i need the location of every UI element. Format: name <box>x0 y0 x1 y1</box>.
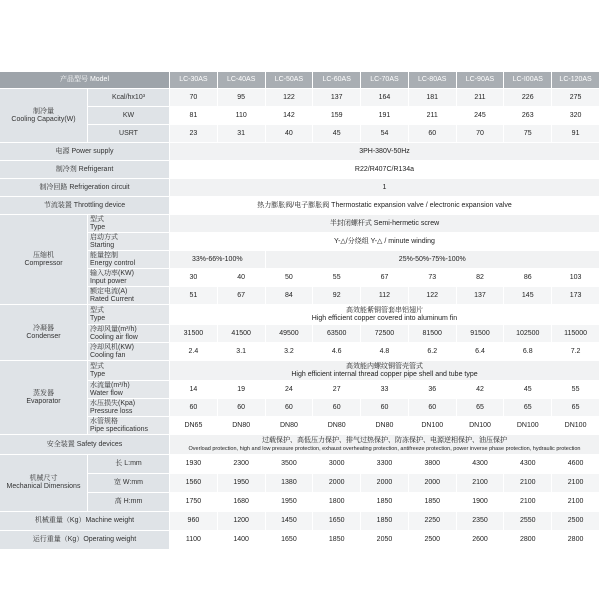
machine-weight-row <box>0 512 600 531</box>
cell: 2000 <box>409 474 457 493</box>
cell: 45 <box>504 381 552 399</box>
cell: 159 <box>313 107 361 125</box>
cell: 91 <box>552 125 600 143</box>
cell: 60 <box>409 125 457 143</box>
cell: DN80 <box>218 417 266 435</box>
cell: 112 <box>361 287 409 305</box>
model-col: LC-80AS <box>409 72 457 89</box>
cooling-row <box>0 107 600 125</box>
spec-table <box>0 72 600 550</box>
dimensions-label: 机械尺寸 Mechanical Dimensions <box>0 455 88 512</box>
cell: 1560 <box>170 474 218 493</box>
cooling-label: 制冷量 Cooling Capacity(W) <box>0 89 88 143</box>
cell: 275 <box>552 89 600 107</box>
cell: 181 <box>409 89 457 107</box>
cell: 40 <box>218 269 266 287</box>
safety-row <box>0 435 600 455</box>
cell: 102500 <box>504 325 552 343</box>
cell: 2050 <box>361 531 409 550</box>
cell: 14 <box>170 381 218 399</box>
cell: 31500 <box>170 325 218 343</box>
cell: 2100 <box>457 474 505 493</box>
cell: 67 <box>218 287 266 305</box>
cell: 4600 <box>552 455 600 474</box>
header-row <box>0 72 600 89</box>
cell: DN80 <box>313 417 361 435</box>
cell: 54 <box>361 125 409 143</box>
evaporator-water-row <box>0 381 600 399</box>
compressor-energy-label: 能量控制 Energy control <box>88 251 170 269</box>
cell: 142 <box>266 107 314 125</box>
cell: 1850 <box>361 493 409 512</box>
model-col: LC-70AS <box>361 72 409 89</box>
cell: 6.2 <box>409 343 457 361</box>
cell: 19 <box>218 381 266 399</box>
cell: DN65 <box>170 417 218 435</box>
circuit-row <box>0 179 600 197</box>
cell: 95 <box>218 89 266 107</box>
cell: 31 <box>218 125 266 143</box>
cell: 65 <box>552 399 600 417</box>
cell: 49500 <box>266 325 314 343</box>
circuit-label: 制冷回路 Refrigeration circuit <box>0 179 170 197</box>
cell: 3500 <box>266 455 314 474</box>
condenser-fan-label: 冷却风机(KW) Cooling fan <box>88 343 170 361</box>
cell: 6.4 <box>457 343 505 361</box>
cell: 2100 <box>504 474 552 493</box>
compressor-label: 压缩机 Compressor <box>0 215 88 305</box>
cell: 6.8 <box>504 343 552 361</box>
operating-weight-row <box>0 531 600 550</box>
cell: 2100 <box>552 493 600 512</box>
cell: 2.4 <box>170 343 218 361</box>
compressor-input-row <box>0 269 600 287</box>
cell: 72500 <box>361 325 409 343</box>
condenser-type-value: 高效能紫铜管套串铝翅片 High efficient copper covered into aluminum fin <box>170 305 600 325</box>
cell: 33 <box>361 381 409 399</box>
cell: 51 <box>170 287 218 305</box>
cell: 211 <box>457 89 505 107</box>
power-supply-row <box>0 143 600 161</box>
cell: 36 <box>409 381 457 399</box>
compressor-start-label: 启动方式 Starting <box>88 233 170 251</box>
model-col: LC-50AS <box>266 72 314 89</box>
condenser-label: 冷凝器 Condenser <box>0 305 88 361</box>
model-col: LC-60AS <box>313 72 361 89</box>
cell: 1950 <box>218 474 266 493</box>
cell: 1930 <box>170 455 218 474</box>
cell: 4300 <box>504 455 552 474</box>
condenser-airflow-row <box>0 325 600 343</box>
cell: 67 <box>361 269 409 287</box>
cell: 65 <box>504 399 552 417</box>
cell: 164 <box>361 89 409 107</box>
cell: 1900 <box>457 493 505 512</box>
cell: 70 <box>457 125 505 143</box>
safety-value: 过载保护、高低压力保护、排气过热保护、防冻保护、电源逆相保护、油压保护 Overload protection, high and low pressure protection, exhaust overheating protection, antifreeze protection, power inverse phase protection, hydraulic protection <box>170 435 600 455</box>
cell: 245 <box>457 107 505 125</box>
condenser-type-label: 型式 Type <box>88 305 170 325</box>
cell: 3300 <box>361 455 409 474</box>
cell: 2300 <box>218 455 266 474</box>
cell: 60 <box>218 399 266 417</box>
cell: 84 <box>266 287 314 305</box>
cell: 2800 <box>552 531 600 550</box>
cell: 1950 <box>266 493 314 512</box>
cell: 115000 <box>552 325 600 343</box>
cell: 55 <box>552 381 600 399</box>
model-col: LC-30AS <box>170 72 218 89</box>
cell: 4.6 <box>313 343 361 361</box>
refrigerant-row <box>0 161 600 179</box>
cell: 191 <box>361 107 409 125</box>
cell: 226 <box>504 89 552 107</box>
cell: DN80 <box>266 417 314 435</box>
cell: 27 <box>313 381 361 399</box>
cell: 173 <box>552 287 600 305</box>
evaporator-type-label: 型式 Type <box>88 361 170 381</box>
cell: 81 <box>170 107 218 125</box>
spec-table-wrapper <box>0 72 600 550</box>
cell: 2000 <box>361 474 409 493</box>
cell: 110 <box>218 107 266 125</box>
unit-label: 长 L:mm <box>88 455 170 474</box>
evaporator-water-label: 水流量(m³/h) Water flow <box>88 381 170 399</box>
cell: 82 <box>457 269 505 287</box>
compressor-energy-row <box>0 251 600 269</box>
cell: 137 <box>313 89 361 107</box>
dimension-row <box>0 493 600 512</box>
cell: 145 <box>504 287 552 305</box>
cell: 2550 <box>504 512 552 531</box>
cell: DN100 <box>457 417 505 435</box>
cell: 60 <box>313 399 361 417</box>
model-col: LC-I00AS <box>504 72 552 89</box>
throttling-value: 热力膨胀阀/电子膨胀阀 Thermostatic expansion valve / electronic expansion valve <box>170 197 600 215</box>
cell: 1650 <box>266 531 314 550</box>
cell: 1450 <box>266 512 314 531</box>
cell: 2600 <box>457 531 505 550</box>
throttling-row <box>0 197 600 215</box>
compressor-start-row <box>0 233 600 251</box>
cell: 3800 <box>409 455 457 474</box>
condenser-airflow-label: 冷却风量(m³/h) Cooling air flow <box>88 325 170 343</box>
model-col: LC-90AS <box>457 72 505 89</box>
dimension-row <box>0 455 600 474</box>
cell: 2100 <box>504 493 552 512</box>
cell: 1850 <box>409 493 457 512</box>
cell: 65 <box>457 399 505 417</box>
compressor-input-label: 输入功率(KW) Input power <box>88 269 170 287</box>
compressor-start-value: Y-△/分绕组 Y-△ / minute winding <box>170 233 600 251</box>
cell: 40 <box>266 125 314 143</box>
cell: 1850 <box>313 531 361 550</box>
operating-weight-label: 运行重量（Kg）Operating weight <box>0 531 170 550</box>
cell: DN100 <box>552 417 600 435</box>
cell: 320 <box>552 107 600 125</box>
cell: 23 <box>170 125 218 143</box>
cell: 3.1 <box>218 343 266 361</box>
machine-weight-label: 机械重量（Kg）Machine weight <box>0 512 170 531</box>
cell: 24 <box>266 381 314 399</box>
condenser-type-row <box>0 305 600 325</box>
cell: 60 <box>361 399 409 417</box>
cell: 2500 <box>552 512 600 531</box>
dimension-row <box>0 474 600 493</box>
refrigerant-label: 制冷剂 Refrigerant <box>0 161 170 179</box>
cell: 2350 <box>457 512 505 531</box>
evaporator-pipe-row <box>0 417 600 435</box>
cell: 50 <box>266 269 314 287</box>
circuit-value: 1 <box>170 179 600 197</box>
cell: 81500 <box>409 325 457 343</box>
cell: 960 <box>170 512 218 531</box>
cell: 211 <box>409 107 457 125</box>
cell: 41500 <box>218 325 266 343</box>
unit-label: USRT <box>88 125 170 143</box>
power-supply-value: 3PH-380V-50Hz <box>170 143 600 161</box>
cell: 122 <box>409 287 457 305</box>
cell: 91500 <box>457 325 505 343</box>
cell: 4.8 <box>361 343 409 361</box>
cell: 103 <box>552 269 600 287</box>
cooling-row <box>0 125 600 143</box>
compressor-type-label: 型式 Type <box>88 215 170 233</box>
cell: 122 <box>266 89 314 107</box>
condenser-fan-row <box>0 343 600 361</box>
cell: 1750 <box>170 493 218 512</box>
cell: 2500 <box>409 531 457 550</box>
cell: 2100 <box>552 474 600 493</box>
cell: 1650 <box>313 512 361 531</box>
unit-label: 宽 W:mm <box>88 474 170 493</box>
model-col: LC-120AS <box>552 72 600 89</box>
cell: 60 <box>266 399 314 417</box>
cell: 75 <box>504 125 552 143</box>
cell: 2000 <box>313 474 361 493</box>
cell: 86 <box>504 269 552 287</box>
compressor-current-row <box>0 287 600 305</box>
cell: 1400 <box>218 531 266 550</box>
cell: 73 <box>409 269 457 287</box>
evaporator-loss-row <box>0 399 600 417</box>
model-col: LC-40AS <box>218 72 266 89</box>
cell: 1380 <box>266 474 314 493</box>
cell: 3.2 <box>266 343 314 361</box>
cell: 42 <box>457 381 505 399</box>
cooling-row <box>0 89 600 107</box>
energy-value-b: 25%-50%-75%-100% <box>266 251 600 269</box>
cell: 55 <box>313 269 361 287</box>
cell: 1850 <box>361 512 409 531</box>
power-supply-label: 电源 Power supply <box>0 143 170 161</box>
cell: 1680 <box>218 493 266 512</box>
cell: DN80 <box>361 417 409 435</box>
cell: 1100 <box>170 531 218 550</box>
throttling-label: 节流装置 Throttling device <box>0 197 170 215</box>
cell: 1800 <box>313 493 361 512</box>
cell: DN100 <box>409 417 457 435</box>
cell: 63500 <box>313 325 361 343</box>
compressor-current-label: 额定电流(A) Rated Current <box>88 287 170 305</box>
energy-value-a: 33%-66%-100% <box>170 251 266 269</box>
cell: 4300 <box>457 455 505 474</box>
compressor-type-value: 半封闭螺杆式 Semi-hermetic screw <box>170 215 600 233</box>
cell: 45 <box>313 125 361 143</box>
evaporator-loss-label: 水压损失(Kpa) Pressure loss <box>88 399 170 417</box>
cell: 3000 <box>313 455 361 474</box>
safety-label: 安全装置 Safety devices <box>0 435 170 455</box>
cell: 60 <box>409 399 457 417</box>
refrigerant-value: R22/R407C/R134a <box>170 161 600 179</box>
unit-label: 高 H:mm <box>88 493 170 512</box>
cell: 2250 <box>409 512 457 531</box>
evaporator-pipe-label: 水管规格 Pipe specifications <box>88 417 170 435</box>
cell: DN100 <box>504 417 552 435</box>
cell: 30 <box>170 269 218 287</box>
evaporator-label: 蒸发器 Evaporator <box>0 361 88 435</box>
cell: 7.2 <box>552 343 600 361</box>
cell: 2800 <box>504 531 552 550</box>
evaporator-type-row <box>0 361 600 381</box>
cell: 70 <box>170 89 218 107</box>
unit-label: KW <box>88 107 170 125</box>
compressor-type-row <box>0 215 600 233</box>
model-header: 产品型号 Model <box>0 72 170 89</box>
cell: 92 <box>313 287 361 305</box>
unit-label: Kcal/hx10³ <box>88 89 170 107</box>
cell: 263 <box>504 107 552 125</box>
cell: 60 <box>170 399 218 417</box>
cell: 137 <box>457 287 505 305</box>
evaporator-type-value: 高效能内螺纹铜管壳管式 High efficient internal thread copper pipe shell and tube type <box>170 361 600 381</box>
cell: 1200 <box>218 512 266 531</box>
